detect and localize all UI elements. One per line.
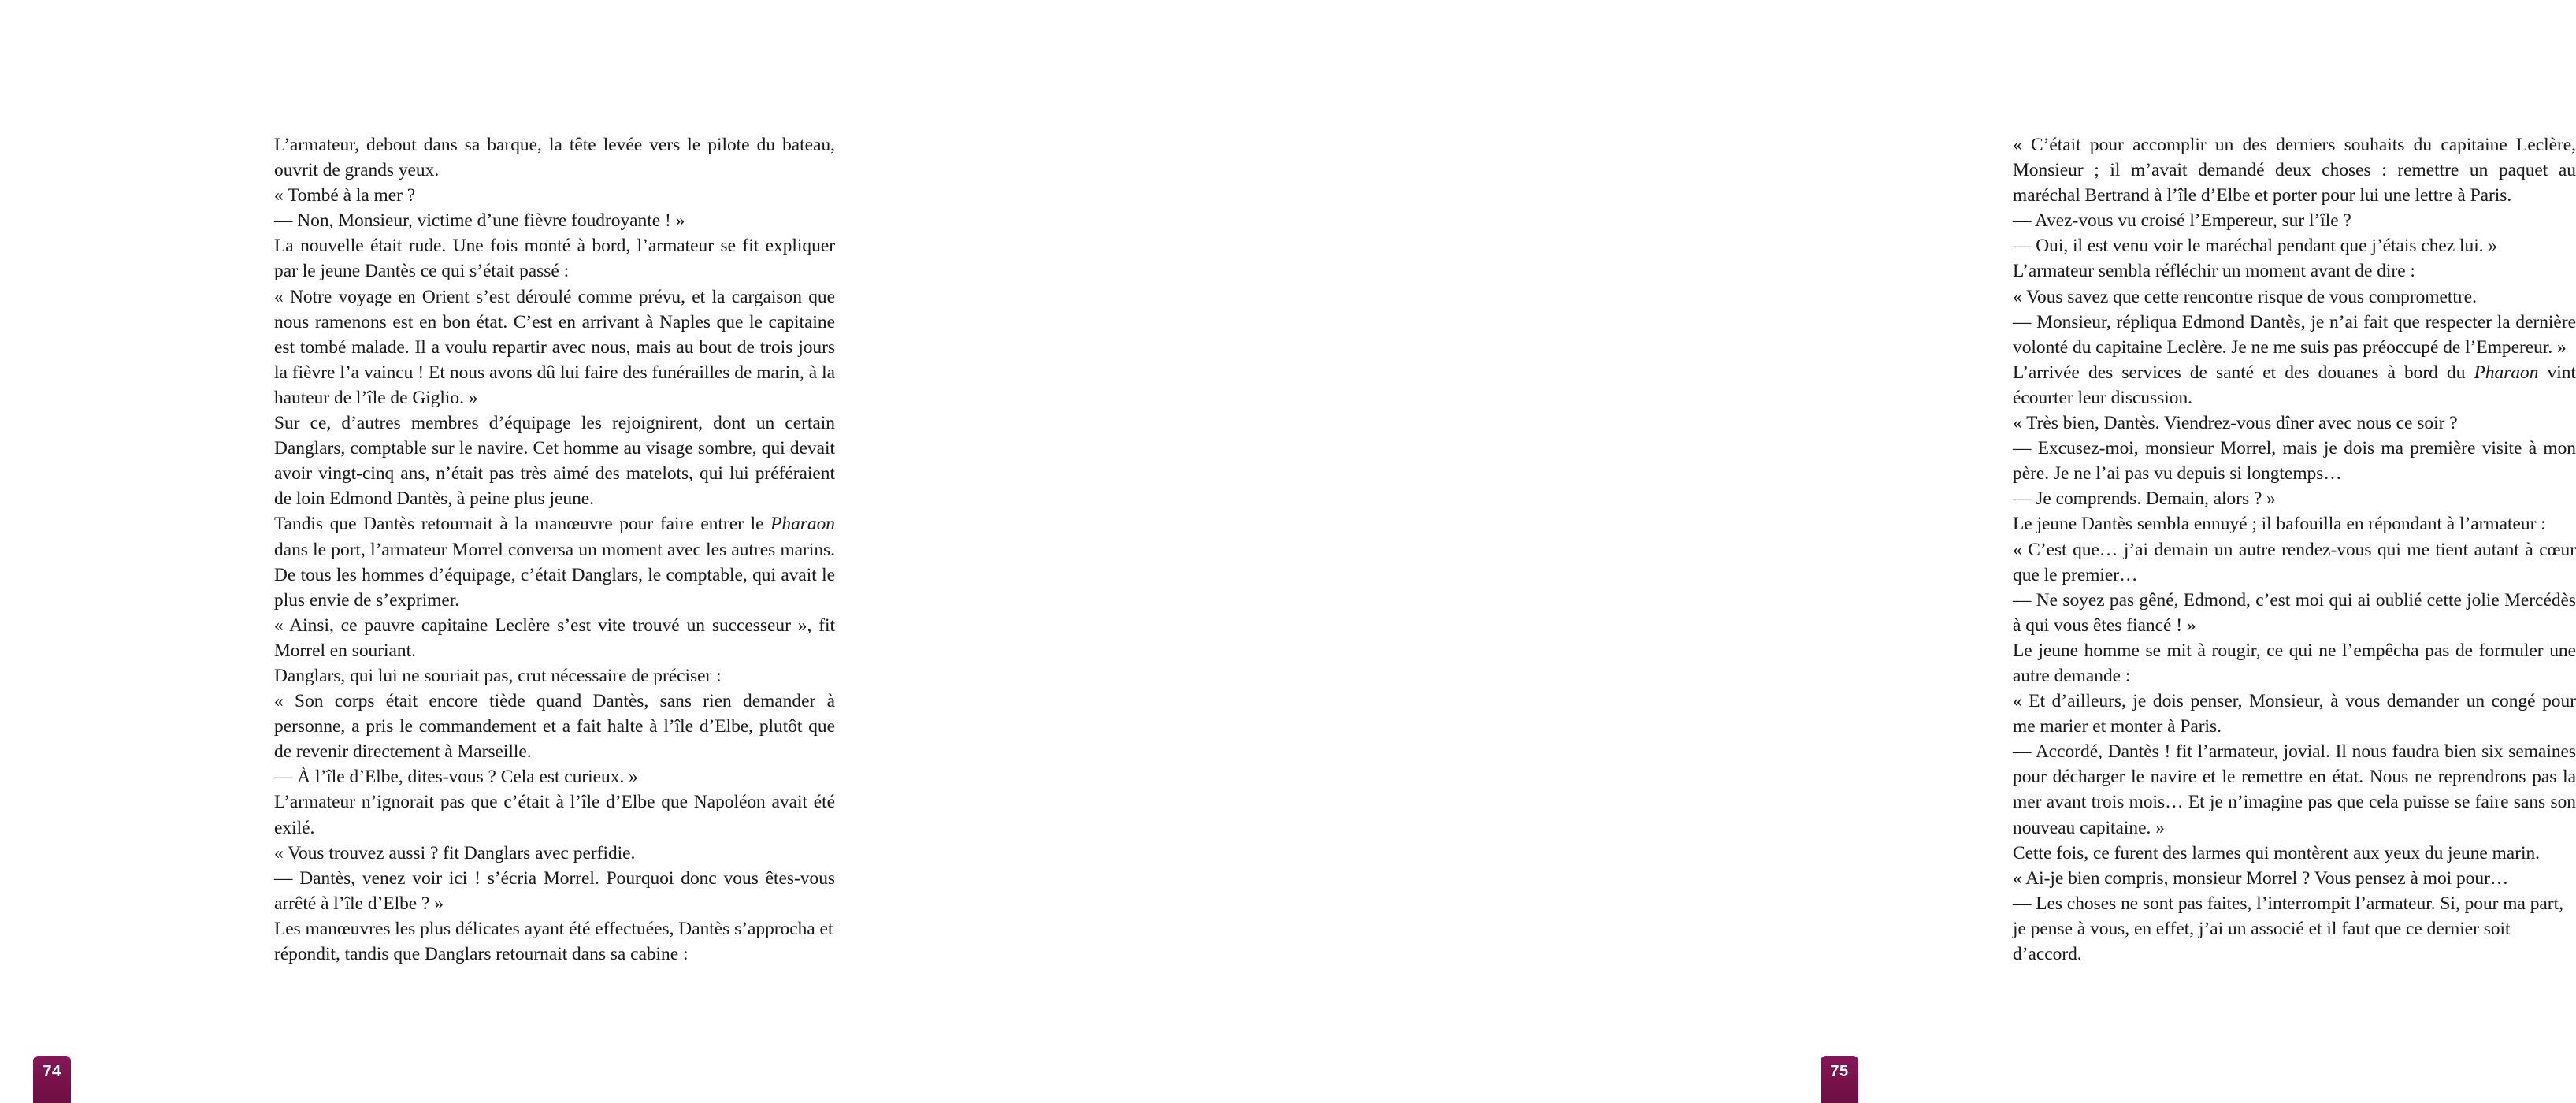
- paragraph: « Et d’ailleurs, je dois penser, Monsieur, à vous demander un congé pour me marier et monter à Paris.: [2013, 691, 2576, 737]
- page-number-right: 75: [1830, 1063, 1849, 1080]
- paragraph: L’armateur, debout dans sa barque, la tête levée vers le pilote du bateau, ouvrit de grands yeux.: [274, 135, 835, 181]
- page-number-badge-right: [1821, 1056, 1858, 1103]
- paragraph: La nouvelle était rude. Une fois monté à bord, l’armateur se fit expliquer par le jeune Dantès ce qui s’était passé :: [274, 236, 835, 282]
- paragraph: Le jeune Dantès sembla ennuyé ; il bafouilla en répondant à l’armateur :: [2013, 514, 2546, 535]
- paragraph: Sur ce, d’autres membres d’équipage les rejoignirent, dont un certain Danglars, comptable sur le navire. Cet homme au visage sombre, qui devait avoir vingt-cinq ans, n’était pas très aimé des matelots, qui lui préféraient de loin Edmond Dantès, à peine plus jeune.: [274, 413, 835, 510]
- paragraph: L’arrivée des services de santé et des douanes à bord du Pharaon vint écourter leur discussion.: [2013, 362, 2576, 408]
- paragraph: « C’est que… j’ai demain un autre rendez-vous qui me tient autant à cœur que le premier…: [2013, 539, 2576, 585]
- paragraph: — Oui, il est venu voir le maréchal pendant que j’étais chez lui. »: [2013, 236, 2498, 257]
- paragraph: — Excusez-moi, monsieur Morrel, mais je dois ma première visite à mon père. Je ne l’ai pas vu depuis si longtemps…: [2013, 438, 2576, 485]
- paragraph: — Non, Monsieur, victime d’une fièvre foudroyante ! »: [274, 210, 685, 232]
- paragraph: « Très bien, Dantès. Viendrez-vous dîner avec nous ce soir ?: [2013, 413, 2458, 434]
- page-number-left: 74: [43, 1063, 61, 1080]
- right-page-body-text: [2013, 132, 2576, 967]
- paragraph: — Monsieur, répliqua Edmond Dantès, je n’ai fait que respecter la dernière volonté du capitaine Leclère. Je ne me suis pas préoccupé de l’Empereur. »: [2013, 311, 2576, 358]
- paragraph: Cette fois, ce furent des larmes qui montèrent aux yeux du jeune marin.: [2013, 842, 2541, 863]
- paragraph: — À l’île d’Elbe, dites-vous ? Cela est curieux. »: [274, 767, 638, 788]
- paragraph: — Avez-vous vu croisé l’Empereur, sur l’île ?: [2013, 210, 2351, 232]
- paragraph: « Son corps était encore tiède quand Dantès, sans rien demander à personne, a pris le commandement et a fait halte à l’île d’Elbe, plutôt que de revenir directement à Marseille.: [274, 691, 835, 763]
- paragraph: « Ainsi, ce pauvre capitaine Leclère s’est vite trouvé un successeur », fit Morrel en souriant.: [274, 615, 835, 661]
- left-page-body-text: [274, 132, 835, 967]
- paragraph: L’armateur sembla réfléchir un moment avant de dire :: [2013, 261, 2415, 282]
- paragraph: — Je comprends. Demain, alors ? »: [2013, 488, 2276, 510]
- page-number-badge-left: [33, 1056, 71, 1103]
- paragraph: — Les choses ne sont pas faites, l’interrompit l’armateur. Si, pour ma part, je pense à vous, en effet, j’ai un associé et il faut que ce dernier soit d’accord.: [2013, 893, 2563, 964]
- paragraph: — Accordé, Dantès ! fit l’armateur, jovial. Il nous faudra bien six semaines pour décharger le navire et le remettre en état. Nous ne reprendrons pas la mer avant trois mois… Et je n’imagine pas que cela puisse se faire sans son nouveau capitaine. »: [2013, 741, 2576, 838]
- paragraph: « C’était pour accomplir un des derniers souhaits du capitaine Leclère, Monsieur ; il m’avait demandé deux choses : remettre un paquet au maréchal Bertrand à l’île d’Elbe et porter pour lui une lettre à Paris.: [2013, 135, 2576, 206]
- paragraph: Le jeune homme se mit à rougir, ce qui ne l’empêcha pas de formuler une autre demande :: [2013, 640, 2576, 686]
- page-left: [0, 0, 945, 1103]
- paragraph: Tandis que Dantès retournait à la manœuvre pour faire entrer le Pharaon dans le port, l’armateur Morrel conversa un moment avec les autres marins. De tous les hommes d’équipage, c’était Danglars, le comptable, qui avait le plus envie de s’exprimer.: [274, 514, 835, 611]
- paragraph: « Notre voyage en Orient s’est déroulé comme prévu, et la cargaison que nous ramenons est en bon état. C’est en arrivant à Naples que le capitaine est tombé malade. Il a voulu repartir avec nous, mais au bout de trois jours la fièvre l’a vaincu ! Et nous avons dû lui faire des funérailles de marin, à la hauteur de l’île de Giglio. »: [274, 286, 835, 408]
- page-right: [945, 0, 2576, 1103]
- paragraph: « Vous savez que cette rencontre risque de vous compromettre.: [2013, 286, 2477, 307]
- paragraph: « Tombé à la mer ?: [274, 185, 416, 206]
- paragraph: — Ne soyez pas gêné, Edmond, c’est moi qui ai oublié cette jolie Mercédès à qui vous êtes fiancé ! »: [2013, 589, 2576, 636]
- paragraph: « Ai-je bien compris, monsieur Morrel ? Vous pensez à moi pour…: [2013, 867, 2509, 889]
- paragraph: Les manœuvres les plus délicates ayant été effectuées, Dantès s’approcha et répondit, tandis que Danglars retournait dans sa cabine :: [274, 918, 833, 964]
- paragraph: — Dantès, venez voir ici ! s’écria Morrel. Pourquoi donc vous êtes-vous arrêté à l’île d’Elbe ? »: [274, 867, 835, 914]
- paragraph: Danglars, qui lui ne souriait pas, crut nécessaire de préciser :: [274, 665, 722, 686]
- paragraph: L’armateur n’ignorait pas que c’était à l’île d’Elbe que Napoléon avait été exilé.: [274, 792, 835, 838]
- paragraph: « Vous trouvez aussi ? fit Danglars avec perfidie.: [274, 842, 636, 863]
